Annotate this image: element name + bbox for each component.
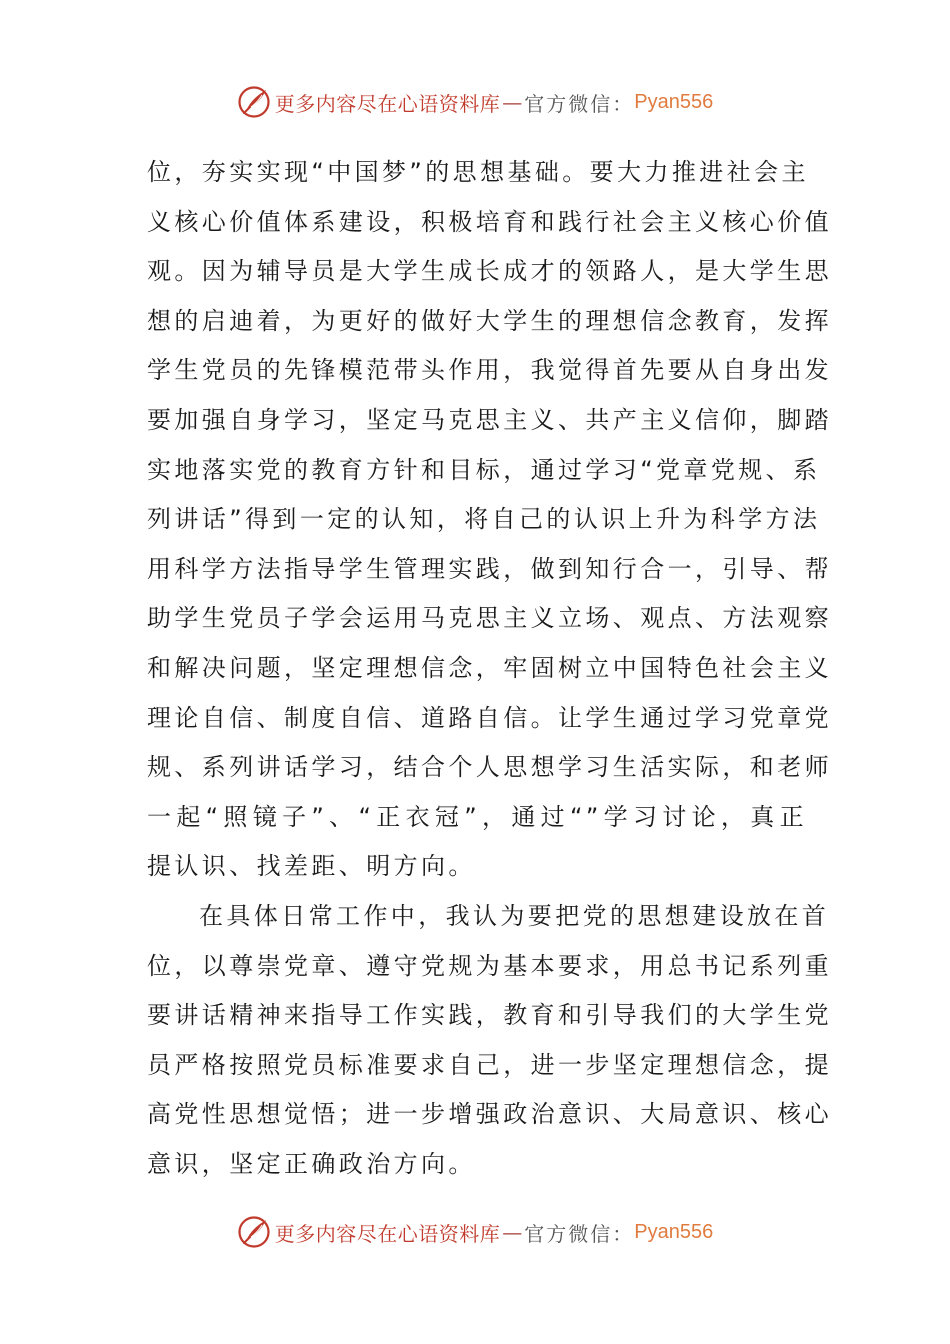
text-line: 高党性思想觉悟；进一步增强政治意识、大局意识、核心	[147, 1100, 832, 1129]
paragraph-1	[147, 148, 832, 892]
banner-contact-label: 官方微信：	[524, 1221, 635, 1246]
text-line: 列讲话”得到一定的认知，将自己的认识上升为科学方法	[147, 505, 821, 534]
text-line: 和解决问题，坚定理想信念，牢固树立中国特色社会主义	[147, 653, 832, 682]
text-line: 要讲话精神来指导工作实践，教育和引导我们的大学生党	[147, 1001, 832, 1030]
text-line: 观。因为辅导员是大学生成长成才的领路人，是大学生思	[147, 257, 832, 286]
text-line: 学生党员的先锋模范带头作用，我觉得首先要从自身出发	[147, 356, 832, 385]
text-line: 要加强自身学习，坚定马克思主义、共产主义信仰，脚踏	[147, 405, 832, 434]
text-line: 用科学方法指导学生管理实践，做到知行合一，引导、帮	[147, 554, 832, 583]
paragraph-2	[147, 892, 832, 1190]
text-line: 提认识、找差距、明方向。	[147, 852, 476, 881]
text-line: 意识，坚定正确政治方向。	[147, 1149, 476, 1178]
banner-brand-text: 更多内容尽在心语资料库	[274, 1221, 501, 1246]
banner-wechat-id: Pyan556	[634, 90, 714, 113]
footer-banner	[0, 1212, 950, 1252]
text-line: 助学生党员子学会运用马克思主义立场、观点、方法观察	[147, 604, 832, 633]
text-line: 员严格按照党员标准要求自己，进一步坚定理想信念，提	[147, 1050, 832, 1079]
feather-pen-logo-icon	[237, 85, 271, 119]
text-line: 一起“照镜子”、“正衣冠”，通过“”学习讨论，真正	[147, 802, 807, 831]
banner-contact-label: 官方微信：	[524, 91, 635, 116]
text-line: 想的启迪着，为更好的做好大学生的理想信念教育，发挥	[147, 306, 832, 335]
banner-wechat-id: Pyan556	[634, 1220, 714, 1243]
header-banner	[0, 82, 950, 122]
banner-dash: —	[502, 1220, 523, 1244]
document-body	[147, 148, 832, 1189]
text-line: 规、系列讲话学习，结合个人思想学习生活实际，和老师	[147, 753, 832, 782]
feather-pen-logo-icon	[237, 1215, 271, 1249]
text-line: 位，以尊崇党章、遵守党规为基本要求，用总书记系列重	[147, 951, 832, 980]
banner-brand-text: 更多内容尽在心语资料库	[274, 91, 501, 116]
text-line: 在具体日常工作中，我认为要把党的思想建设放在首	[199, 901, 830, 930]
text-line: 理论自信、制度自信、道路自信。让学生通过学习党章党	[147, 703, 832, 732]
text-line: 义核心价值体系建设，积极培育和践行社会主义核心价值	[147, 207, 832, 236]
banner-dash: —	[502, 90, 523, 114]
text-line: 实地落实党的教育方针和目标，通过学习“党章党规、系	[147, 455, 821, 484]
text-line: 位，夯实实现“中国梦”的思想基础。要大力推进社会主	[147, 158, 809, 186]
